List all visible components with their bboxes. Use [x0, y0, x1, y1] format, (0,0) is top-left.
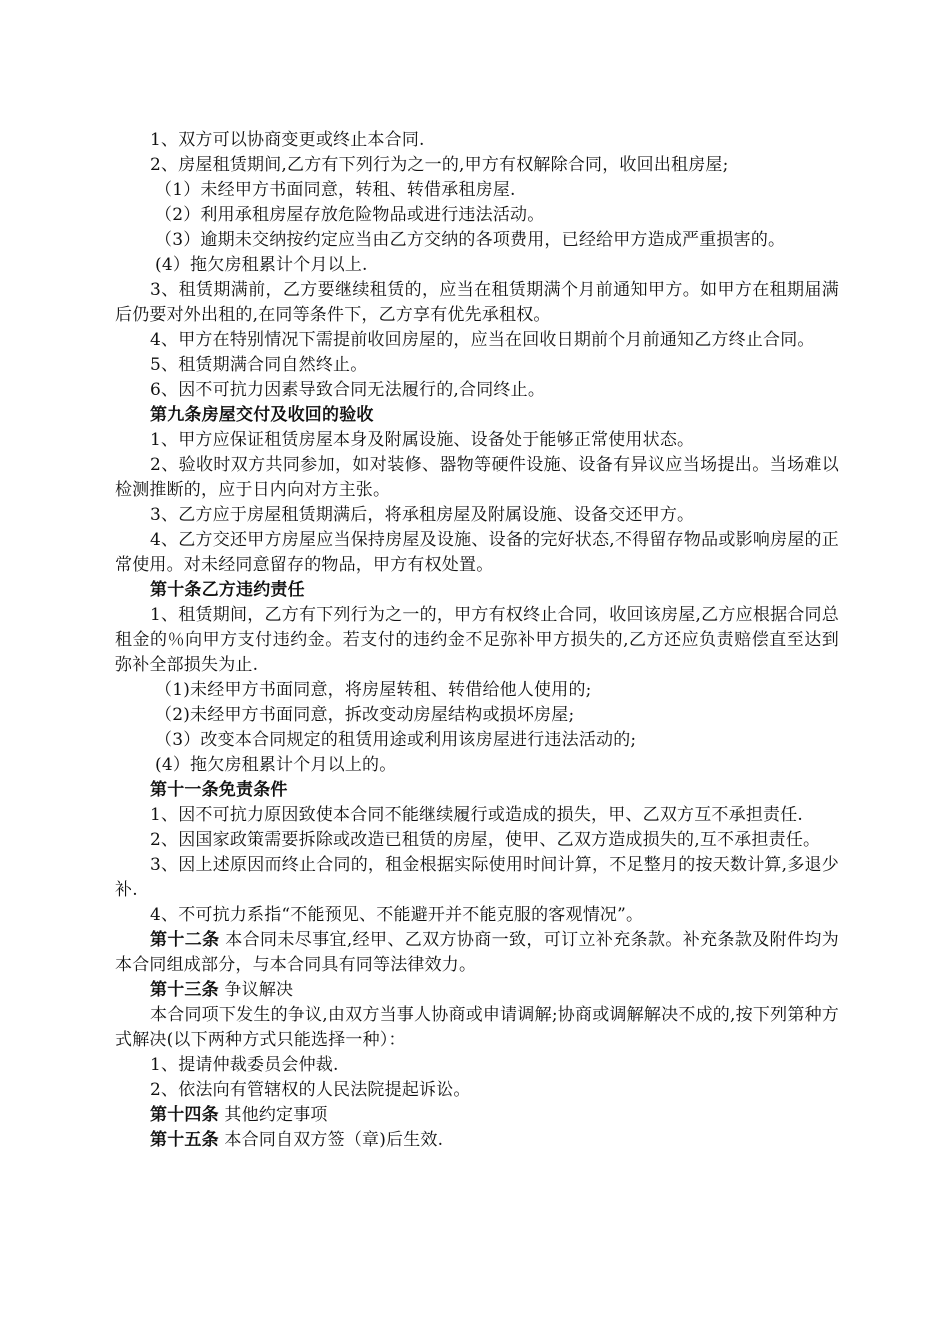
- clause-text: 3、乙方应于房屋租赁期满后，将承租房屋及附属设施、设备交还甲方。: [150, 505, 695, 525]
- section-heading: 第十条乙方违约责任: [150, 580, 305, 600]
- clause-text: 1、提请仲裁委员会仲裁.: [150, 1055, 339, 1075]
- article-label: 第十四条: [150, 1105, 219, 1125]
- clause-text: 3、因上述原因而终止合同的，租金根据实际使用时间计算，不足整月的按天数计算,多退少补.: [115, 855, 839, 900]
- section-heading: 第十一条免责条件: [150, 780, 288, 800]
- clause-sub-item: （2）利用承租房屋存放危险物品或进行违法活动。: [155, 205, 545, 225]
- clause-sub-item: (4）拖欠房租累计个月以上的。: [155, 755, 397, 775]
- article-text: 本合同自双方签（章)后生效.: [218, 1130, 444, 1150]
- clause-sub-item: （1)未经甲方书面同意，将房屋转租、转借给他人使用的;: [155, 680, 592, 700]
- section-heading: 第九条房屋交付及收回的验收: [150, 405, 374, 425]
- clause-sub-item: （3）逾期未交纳按约定应当由乙方交纳的各项费用，已经给甲方造成严重损害的。: [155, 230, 786, 250]
- article-15: [115, 1128, 839, 1153]
- clause-text: 4、甲方在特别情况下需提前收回房屋的，应当在回收日期前个月前通知乙方终止合同。: [150, 330, 815, 350]
- article-text: 其他约定事项: [218, 1105, 328, 1125]
- article-14: [115, 1103, 839, 1128]
- article-label: 第十五条: [150, 1130, 219, 1150]
- clause-sub-item: （1）未经甲方书面同意，转租、转借承租房屋.: [155, 180, 516, 200]
- clause-text: 2、因国家政策需要拆除或改造已租赁的房屋，使甲、乙双方造成损失的,互不承担责任。: [150, 830, 821, 850]
- clause-sub-item: (4）拖欠房租累计个月以上.: [155, 255, 368, 275]
- article-label: 第十二条: [150, 930, 220, 950]
- article-text: 争议解决: [218, 980, 294, 1000]
- contract-page: [115, 128, 839, 1153]
- clause-text: 4、乙方交还甲方房屋应当保持房屋及设施、设备的完好状态,不得留存物品或影响房屋的正常使用。对未经同意留存的物品，甲方有权处置。: [115, 530, 839, 575]
- clause-text: 1、甲方应保证租赁房屋本身及附属设施、设备处于能够正常使用状态。: [150, 430, 695, 450]
- clause-text: 5、租赁期满合同自然终止。: [150, 355, 368, 375]
- clause-sub-item: （2)未经甲方书面同意，拆改变动房屋结构或损坏房屋;: [155, 705, 575, 725]
- clause-text: 6、因不可抗力因素导致合同无法履行的,合同终止。: [150, 380, 546, 400]
- clause-text: 1、双方可以协商变更或终止本合同.: [150, 130, 425, 150]
- article-12: [115, 928, 839, 978]
- clause-text: 2、依法向有管辖权的人民法院提起诉讼。: [150, 1080, 471, 1100]
- article-text: 本合同未尽事宜,经甲、乙双方协商一致，可订立补充条款。补充条款及附件均为本合同组成部分，与本合同具有同等法律效力。: [115, 930, 839, 975]
- clause-text: 2、房屋租赁期间,乙方有下列行为之一的,甲方有权解除合同，收回出租房屋;: [150, 155, 729, 175]
- clause-text: 4、不可抗力系指“不能预见、不能避开并不能克服的客观情况”。: [150, 905, 644, 925]
- clause-text: 3、租赁期满前，乙方要继续租赁的，应当在租赁期满个月前通知甲方。如甲方在租期届满后仍要对外出租的,在同等条件下，乙方享有优先承租权。: [115, 280, 839, 325]
- clause-sub-item: （3）改变本合同规定的租赁用途或利用该房屋进行违法活动的;: [155, 730, 637, 750]
- clause-text: 2、验收时双方共同参加，如对装修、器物等硬件设施、设备有异议应当场提出。当场难以检测推断的，应于日内向对方主张。: [115, 455, 839, 500]
- clause-text: 本合同项下发生的争议,由双方当事人协商或申请调解;协商或调解解决不成的,按下列第种方式解决(以下两种方式只能选择一种）：: [115, 1005, 839, 1050]
- clause-text: 1、因不可抗力原因致使本合同不能继续履行或造成的损失，甲、乙双方互不承担责任.: [150, 805, 804, 825]
- article-13: [115, 978, 839, 1003]
- article-label: 第十三条: [150, 980, 219, 1000]
- clause-text: 1、租赁期间，乙方有下列行为之一的，甲方有权终止合同，收回该房屋,乙方应根据合同总租金的％向甲方支付违约金。若支付的违约金不足弥补甲方损失的,乙方还应负责赔偿直至达到弥补全部损失为止.: [115, 605, 839, 675]
